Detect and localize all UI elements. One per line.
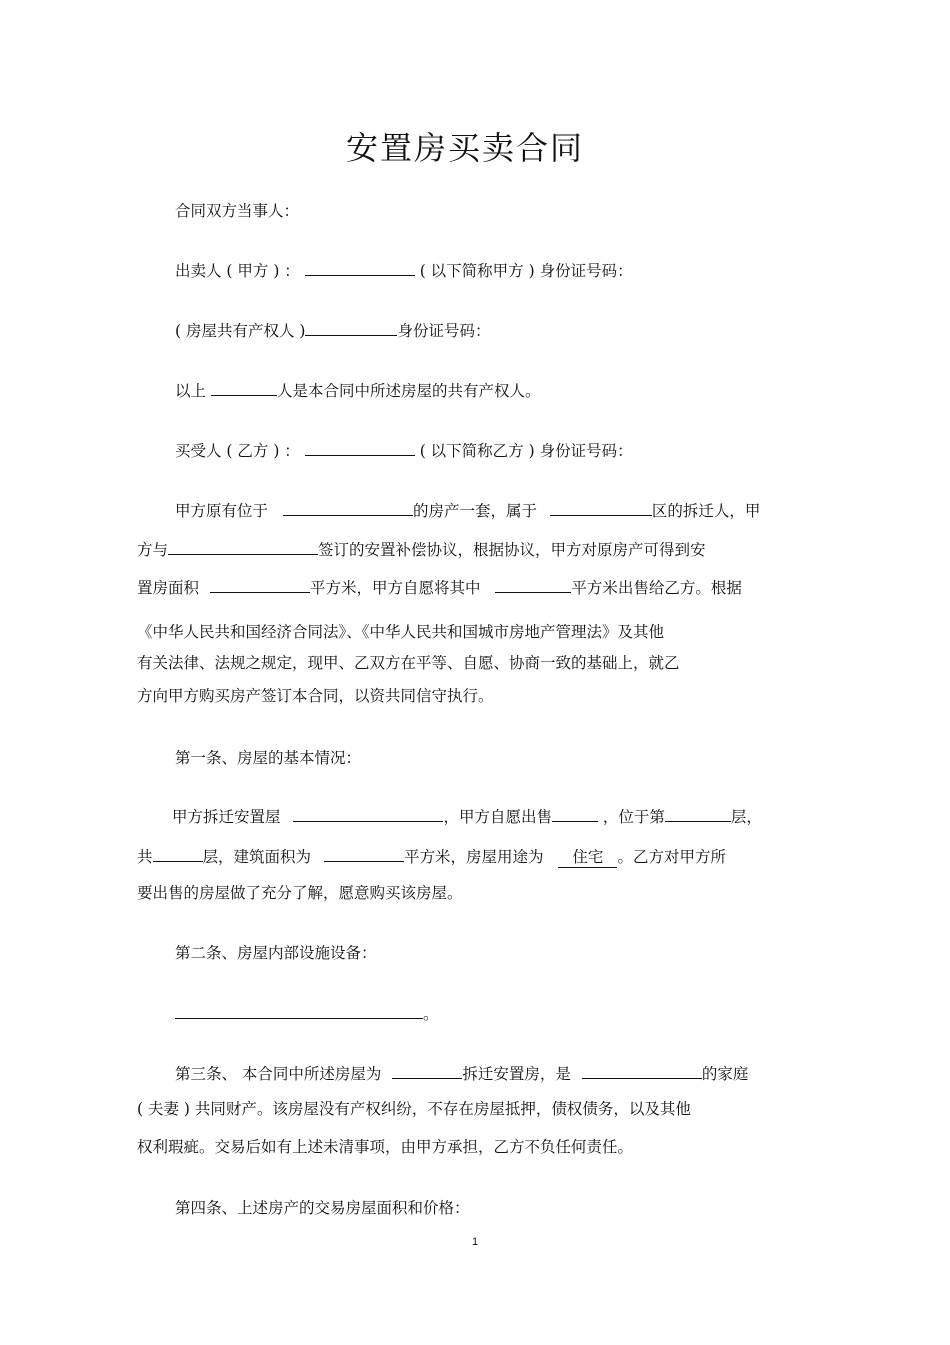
coowner-suffix: 身份证号码：: [397, 322, 491, 340]
preamble-text: 签订的安置补偿协议，根据协议，甲方对原房产可得到安: [318, 541, 706, 559]
preamble-text: 方与: [137, 541, 169, 559]
preamble-text: 置房面积: [137, 579, 200, 597]
article-text: 平方米，房屋用途为: [403, 848, 544, 866]
district-blank: [550, 500, 652, 516]
article-text: 。: [423, 1005, 439, 1023]
article-text: ，甲方自愿出售: [443, 808, 552, 826]
coowner-count-line: [175, 380, 540, 401]
article-text: 的家庭: [701, 1065, 749, 1083]
coowner-label: ( 房屋共有产权人 ): [175, 322, 306, 340]
seller-note: ( 以下简称甲方 ) 身份证号码：: [419, 262, 633, 280]
article-1-line-1: [172, 806, 762, 827]
page-number: 1: [471, 1236, 479, 1248]
preamble-line-5: 有关法律、法规之规定，现甲、乙双方在平等、自愿、协商一致的基础上，就乙: [137, 654, 680, 672]
preamble-line-2: [137, 539, 706, 560]
coowner-line: [175, 320, 490, 341]
preamble-line-6: 方向甲方购买房产签订本合同，以资共同信守执行。: [137, 687, 494, 705]
sale-area-blank: [495, 577, 571, 593]
coowner-count-prefix: 以上: [175, 382, 207, 400]
house-usage-value: 住宅: [558, 848, 617, 868]
seller-label: 出卖人 ( 甲方 ) ：: [175, 262, 300, 280]
coowner-count-suffix: 人是本合同中所述房屋的共有产权人。: [276, 382, 541, 400]
preamble-text: 的房产一套，属于: [412, 502, 537, 520]
buyer-label: 买受人 ( 乙方 ) ：: [175, 442, 300, 460]
article-text: 拆迁安置房，是: [462, 1065, 571, 1083]
article-1-heading: 第一条、房屋的基本情况：: [175, 749, 362, 767]
preamble-text: 甲方原有位于: [175, 502, 269, 520]
article-2-heading: 第二条、房屋内部设施设备：: [175, 944, 377, 962]
coowner-name-blank: [305, 320, 397, 336]
article-3-line-1: [175, 1063, 748, 1084]
preamble-line-3: [137, 577, 742, 598]
preamble-text: 平方米，甲方自愿将其中: [309, 579, 481, 597]
article-text: ，位于第: [602, 808, 665, 826]
floor-number-blank: [665, 806, 731, 822]
resettlement-type-blank: [392, 1063, 462, 1079]
article-text: 甲方拆迁安置屋: [172, 808, 281, 826]
seller-line: [175, 260, 633, 281]
article-text: 层，: [730, 808, 762, 826]
article-text: 第三条、 本合同中所述房屋为: [175, 1065, 382, 1083]
original-location-blank: [283, 500, 413, 516]
coowner-count-blank: [211, 380, 277, 396]
preamble-text: 区的拆迁人，甲: [651, 502, 761, 520]
buyer-name-blank: [305, 440, 415, 456]
article-1-line-3: 要出售的房屋做了充分了解，愿意购买该房屋。: [137, 884, 463, 902]
seller-name-blank: [305, 260, 415, 276]
parties-intro: 合同双方当事人：: [175, 202, 300, 220]
buyer-line: [175, 440, 633, 461]
resettlement-area-blank: [210, 577, 310, 593]
sale-unit-blank: [552, 806, 598, 822]
preamble-line-4: 《中华人民共和国经济合同法》、《中华人民共和国城市房地产管理法》及其他: [137, 623, 665, 641]
article-4-heading: 第四条、上述房产的交易房屋面积和价格：: [175, 1199, 470, 1217]
article-3-line-3: 权利瑕疵。交易后如有上述未清事项，由甲方承担，乙方不负任何责任。: [137, 1138, 634, 1156]
house-address-blank: [293, 806, 443, 822]
family-owner-blank: [582, 1063, 702, 1079]
preamble-text: 平方米出售给乙方。根据: [571, 579, 742, 597]
article-text: 层，建筑面积为: [202, 848, 312, 866]
article-text: 共: [137, 848, 153, 866]
preamble-line-1: [175, 500, 760, 521]
article-1-line-2: [137, 846, 726, 867]
article-3-line-2: ( 夫妻 ) 共同财产。该房屋没有产权纠纷，不存在房屋抵押，债权债务，以及其他: [137, 1100, 691, 1118]
article-2-facilities-line: [175, 1003, 439, 1024]
facilities-blank: [175, 1003, 423, 1019]
agreement-party-blank: [168, 539, 318, 555]
article-text: 。乙方对甲方所: [617, 848, 726, 866]
building-area-blank: [324, 846, 404, 862]
document-title: 安置房买卖合同: [345, 129, 584, 167]
buyer-note: ( 以下简称乙方 ) 身份证号码：: [419, 442, 633, 460]
total-floors-blank: [153, 846, 203, 862]
